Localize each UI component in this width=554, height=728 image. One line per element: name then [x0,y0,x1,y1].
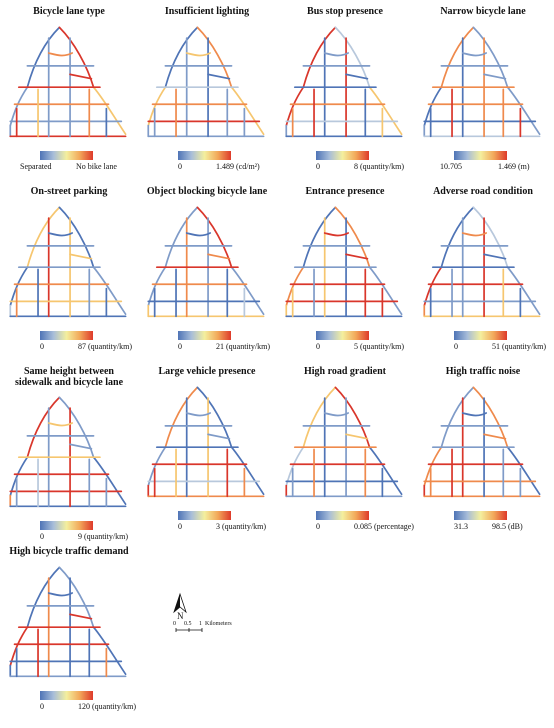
street-segment [508,267,540,314]
panel-title: Object blocking bicycle lane [146,186,268,197]
street-segment [208,74,229,78]
street-network-map [144,378,270,510]
street-network-map [282,198,408,330]
map-panel [144,186,270,361]
street-segment [424,87,441,125]
street-segment [94,87,126,134]
legend-unit: (cd/m²) [236,162,260,171]
street-segment [441,27,473,87]
colorbar [316,151,369,160]
legend-max-label [216,342,270,351]
street-segment [27,27,59,87]
legend-unit: (quantity/km) [222,522,266,531]
street-segment [325,53,348,55]
street-segment [286,447,303,485]
map-panel [144,366,270,541]
legend-unit: (dB) [508,522,523,531]
street-segment [10,627,27,665]
legend-max-label [354,522,414,531]
street-segment [370,267,402,314]
street-segment [303,207,335,267]
legend-max-label [78,532,128,541]
map-panel [420,366,546,541]
street-segment [370,447,402,494]
street-segment [94,627,126,674]
street-segment [10,87,27,125]
panel-title: High road gradient [303,366,387,377]
street-segment [325,413,348,415]
street-segment [70,254,91,258]
street-network-map [6,388,132,520]
street-segment [463,233,486,235]
street-segment [27,207,59,267]
map-panel [6,366,132,541]
street-segment [232,87,264,134]
legend-max-value: 51 [492,342,500,351]
legend-min-label: 0 [316,522,320,531]
street-segment [484,74,505,78]
legend-min-label: 0 [40,532,44,541]
map-panel [282,6,408,181]
street-segment [346,254,367,258]
street-segment [424,267,441,305]
map-panel [6,546,136,721]
legend-max-value: 120 [78,702,90,711]
colorbar [178,331,231,340]
street-segment [187,413,210,415]
legend-min-label: 0 [40,702,44,711]
street-segment [232,267,264,314]
street-segment [94,457,126,504]
street-segment [286,267,303,305]
panel-title: High bicycle traffic demand [9,546,129,557]
street-network-map [420,18,546,150]
legend-max-label [492,522,523,531]
legend-unit: (quantity/km) [226,342,270,351]
legend-max-value: 1.489 [216,162,234,171]
legend-max-value: 3 [216,522,220,531]
street-segment [208,434,229,438]
panel-title: Adverse road condition [433,186,533,197]
street-segment [484,254,505,258]
street-network-map [420,198,546,330]
map-panel [420,6,546,181]
legend-unit: (quantity/km) [84,532,128,541]
legend-max-value: 21 [216,342,224,351]
street-segment [49,53,72,55]
colorbar [454,511,507,520]
panel-title: Insufficient lighting [164,6,250,17]
map-panel [282,366,414,541]
legend-min-label: 0 [40,342,44,351]
scale-unit: Kilometers [205,621,232,627]
street-segment [208,254,229,258]
street-segment [441,207,473,267]
legend-min-label: 0 [178,162,182,171]
street-segment [165,27,197,87]
legend-min-label: 10.705 [440,162,462,171]
street-segment [508,87,540,134]
legend-unit: (quantity/km) [360,342,404,351]
legend-unit: (quantity/km) [360,162,404,171]
street-segment [148,87,165,125]
street-segment [165,207,197,267]
street-segment [49,233,72,235]
street-segment [463,53,486,55]
colorbar [178,151,231,160]
legend-min-label: Separated [20,162,52,171]
street-segment [463,413,486,415]
legend-max-label [216,162,260,171]
legend-min-label: 0 [454,342,458,351]
street-segment [346,434,367,438]
map-panel [6,6,132,181]
legend-max-label [216,522,266,531]
street-network-map [144,198,270,330]
street-segment [286,87,303,125]
map-panel [144,6,270,181]
street-network-map [282,18,408,150]
legend-max-label [76,162,117,171]
panel-title: Bicycle lane type [33,6,105,17]
street-segment [370,87,402,134]
map-panel [282,186,408,361]
street-segment [70,614,91,618]
street-segment [346,74,367,78]
panel-title: High traffic noise [445,366,521,377]
street-segment [441,387,473,447]
legend-max-value: 98.5 [492,522,506,531]
legend-max-value: 9 [78,532,82,541]
legend-min-label: 0 [316,162,320,171]
legend-max-label [354,162,404,171]
legend-unit: (m) [518,162,530,171]
legend-max-label [78,702,136,711]
street-segment [10,457,27,495]
map-panel [6,186,132,361]
street-segment [148,447,165,485]
street-segment [148,267,165,305]
colorbar [454,151,507,160]
street-network-map [6,198,132,330]
legend-min-label: 0 [178,342,182,351]
legend-max-value: No bike lane [76,162,117,171]
street-segment [187,233,210,235]
legend-unit: (quantity/km) [88,342,132,351]
colorbar [454,331,507,340]
street-network-map [420,378,546,510]
street-segment [27,567,59,627]
legend-max-value: 87 [78,342,86,351]
street-segment [165,387,197,447]
colorbar [40,691,93,700]
street-segment [303,27,335,87]
legend-unit: (quantity/km) [92,702,136,711]
legend-min-label: 0 [178,522,182,531]
street-network-map [282,378,408,510]
street-network-map [6,18,132,150]
legend-max-value: 0.085 [354,522,372,531]
street-network-map [144,18,270,150]
street-segment [70,444,91,448]
colorbar [40,331,93,340]
legend-max-label [78,342,132,351]
legend-max-label [498,162,530,171]
legend-max-label [492,342,546,351]
street-segment [232,447,264,494]
legend-max-label [354,342,404,351]
north-label: N [177,611,184,621]
panel-title: Same height between sidewalk and bicycle lane [14,366,124,388]
legend-max-value: 8 [354,162,358,171]
scale-tick-2: 1 [199,621,202,627]
legend-min-label: 0 [316,342,320,351]
colorbar [40,151,93,160]
street-segment [49,423,72,425]
legend-min-label: 31.3 [454,522,468,531]
north-arrow-scale [170,592,230,652]
street-segment [10,267,27,305]
street-segment [508,447,540,494]
street-segment [70,74,91,78]
street-segment [424,447,441,485]
legend-max-value: 1.469 [498,162,516,171]
panel-title: Narrow bicycle lane [440,6,526,17]
scale-tick-1: 0.5 [184,621,192,627]
colorbar [40,521,93,530]
street-network-map [6,558,132,690]
street-segment [325,233,348,235]
map-panel [420,186,546,361]
colorbar [316,331,369,340]
panel-title: Entrance presence [305,186,385,197]
street-segment [303,387,335,447]
legend-unit: (percentage) [374,522,414,531]
street-segment [27,397,59,457]
street-segment [94,267,126,314]
street-segment [187,53,210,55]
panel-title: Large vehicle presence [158,366,256,377]
colorbar [178,511,231,520]
scale-tick-0: 0 [173,621,176,627]
panel-title: Bus stop presence [307,6,383,17]
street-segment [49,593,72,595]
street-segment [484,434,505,438]
colorbar [316,511,369,520]
panel-title: On-street parking [30,186,108,197]
legend-unit: (quantity/km) [502,342,546,351]
legend-max-value: 5 [354,342,358,351]
